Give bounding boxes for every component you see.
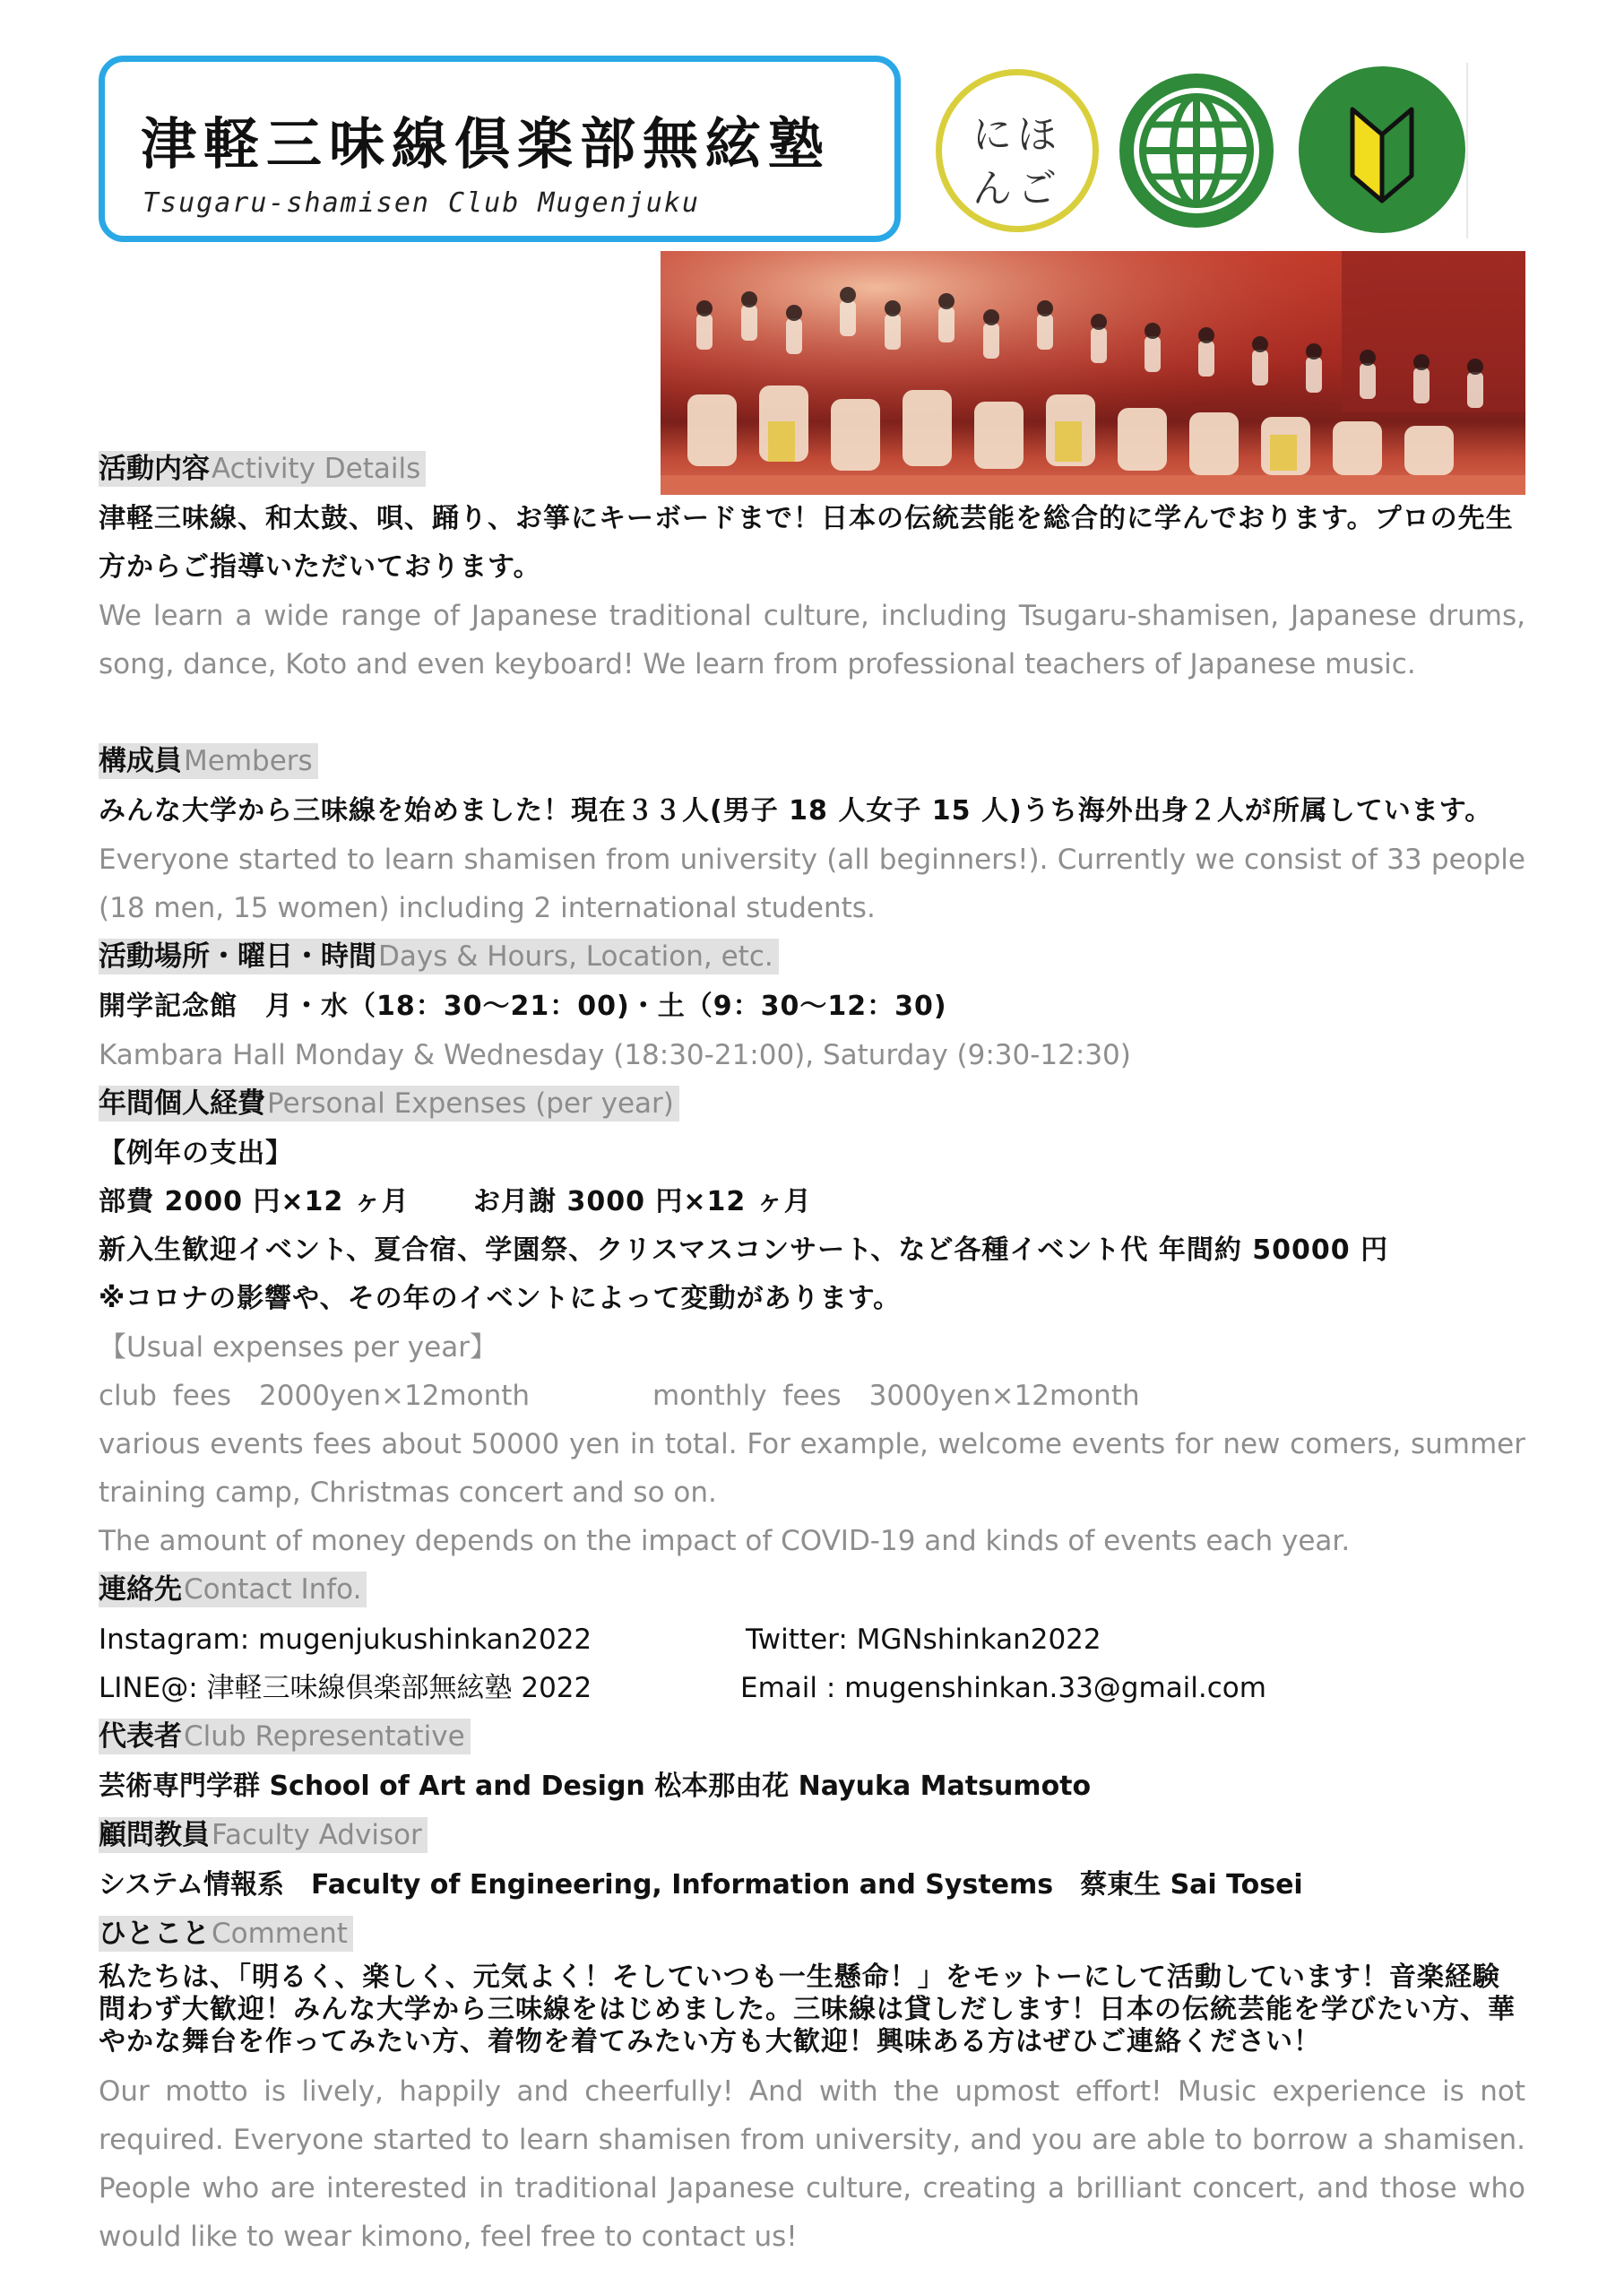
expenses-en-line2a: club fees 2000yen×12month	[99, 1380, 531, 1412]
logo-divider	[1466, 63, 1468, 238]
contact-instagram: Instagram: mugenjukushinkan2022	[99, 1624, 592, 1656]
heading-representative	[99, 1716, 471, 1757]
heading-expenses-en: Personal Expenses (per year)	[265, 1086, 679, 1122]
heading-advisor	[99, 1814, 428, 1856]
heading-comment	[99, 1913, 353, 1954]
heading-advisor-jp: 顧問教員	[99, 1819, 210, 1851]
members-jp: みんな大学から三味線を始めました！現在３３人(男子 18 人女子 15 人)うち海外出身２人が所属しています。	[99, 795, 1493, 827]
expenses-jp-line2b: お月謝 3000 円×12 ヶ月	[473, 1186, 812, 1217]
activity-en: We learn a wide range of Japanese traditional culture, including Tsugaru-shamisen, Japanese drums, song, dance, Koto and even keyboard! We learn from professional teachers of Japanese music.	[99, 600, 1525, 680]
heading-representative-jp: 代表者	[99, 1720, 182, 1753]
heading-expenses-jp: 年間個人経費	[99, 1087, 265, 1120]
club-title-en: Tsugaru-shamisen Club Mugenjuku	[143, 187, 700, 219]
expenses-jp-line1: 【例年の支出】	[99, 1138, 293, 1169]
club-title-jp: 津軽三味線倶楽部無絃塾	[141, 111, 832, 177]
heading-expenses	[99, 1083, 679, 1124]
expenses-jp-line3: 新入生歓迎イベント、夏合宿、学園祭、クリスマスコンサート、など各種イベント代 年間約 50000 円	[99, 1234, 1389, 1266]
heading-schedule-jp: 活動場所・曜日・時間	[99, 940, 376, 973]
heading-members-jp: 構成員	[99, 745, 182, 777]
nihongo-line1: にほ	[972, 112, 1062, 158]
members-en: Everyone started to learn shamisen from university (all beginners!). Currently we consist of 33 people (18 men, 15 women) including 2 international students.	[99, 844, 1525, 924]
heading-comment-en: Comment	[210, 1916, 353, 1952]
heading-members-en: Members	[182, 743, 318, 779]
club-title-box	[99, 56, 901, 242]
expenses-en-line4: The amount of money depends on the impact of COVID-19 and kinds of events each year.	[99, 1525, 1351, 1557]
heading-contact-en: Contact Info.	[182, 1572, 367, 1607]
heading-schedule-en: Days & Hours, Location, etc.	[376, 939, 779, 974]
contact-twitter: Twitter: MGNshinkan2022	[746, 1624, 1101, 1656]
expenses-en-line2b: monthly fees 3000yen×12month	[652, 1380, 1140, 1412]
heading-contact	[99, 1569, 367, 1610]
advisor-text: システム情報系 Faculty of Engineering, Information and Systems 蔡東生 Sai Tosei	[99, 1869, 1303, 1901]
concert-photo	[661, 251, 1525, 495]
schedule-jp: 開学記念館 月・水（18：30～21：00)・土（9：30～12：30)	[99, 991, 947, 1022]
heading-activity-en: Activity Details	[210, 451, 426, 487]
globe-icon	[1115, 69, 1278, 232]
heading-comment-jp: ひとこと	[99, 1918, 210, 1950]
expenses-jp-line2a: 部費 2000 円×12 ヶ月	[99, 1186, 410, 1217]
contact-line: LINE@: 津軽三味線倶楽部無絃塾 2022	[99, 1672, 592, 1704]
heading-advisor-en: Faculty Advisor	[210, 1817, 428, 1853]
heading-contact-jp: 連絡先	[99, 1573, 182, 1606]
comment-en: Our motto is lively, happily and cheerfully! And with the upmost effort! Music experience is not required. Everyone started to learn shamisen from university, and you are able to borrow a shamisen. People who are interested in traditional Japanese culture, creating a brilliant concert, and those who would like to wear kimono, feel free to contact us!	[99, 2075, 1525, 2253]
activity-jp: 津軽三味線、和太鼓、唄、踊り、お箏にキーボードまで！日本の伝統芸能を総合的に学んでおります。プロの先生方からご指導いただいております。	[99, 503, 1514, 583]
representative-text: 芸術専門学群 School of Art and Design 松本那由花 Nayuka Matsumoto	[99, 1771, 1092, 1802]
schedule-en: Kambara Hall Monday & Wednesday (18:30-21:00), Saturday (9:30-12:30)	[99, 1039, 1131, 1071]
heading-activity	[99, 448, 426, 489]
heading-schedule	[99, 936, 779, 977]
nihongo-icon	[936, 69, 1099, 232]
beginner-mark-icon	[1299, 66, 1465, 233]
heading-activity-jp: 活動内容	[99, 453, 210, 485]
heading-members	[99, 740, 318, 782]
heading-representative-en: Club Representative	[182, 1719, 471, 1754]
expenses-en-line1: 【Usual expenses per year】	[99, 1331, 497, 1364]
expenses-en-line3: various events fees about 50000 yen in total. For example, welcome events for new comers, summer training camp, Christmas concert and so on.	[99, 1428, 1525, 1509]
comment-jp: 私たちは、「明るく、楽しく、元気よく！そしていつも一生懸命！」をモットーにして活動しています！音楽経験問わず大歓迎！みんな大学から三味線をはじめました。三味線は貸しだします！日本の伝統芸能を学びたい方、華やかな舞台を作ってみたい方、着物を着てみたい方も大歓迎！興味ある方はぜひご連絡ください！	[99, 1962, 1516, 2057]
contact-email: Email : mugenshinkan.33@gmail.com	[740, 1672, 1266, 1704]
expenses-jp-line4: ※コロナの影響や、その年のイベントによって変動があります。	[99, 1283, 902, 1314]
nihongo-line2: んご	[972, 166, 1062, 212]
